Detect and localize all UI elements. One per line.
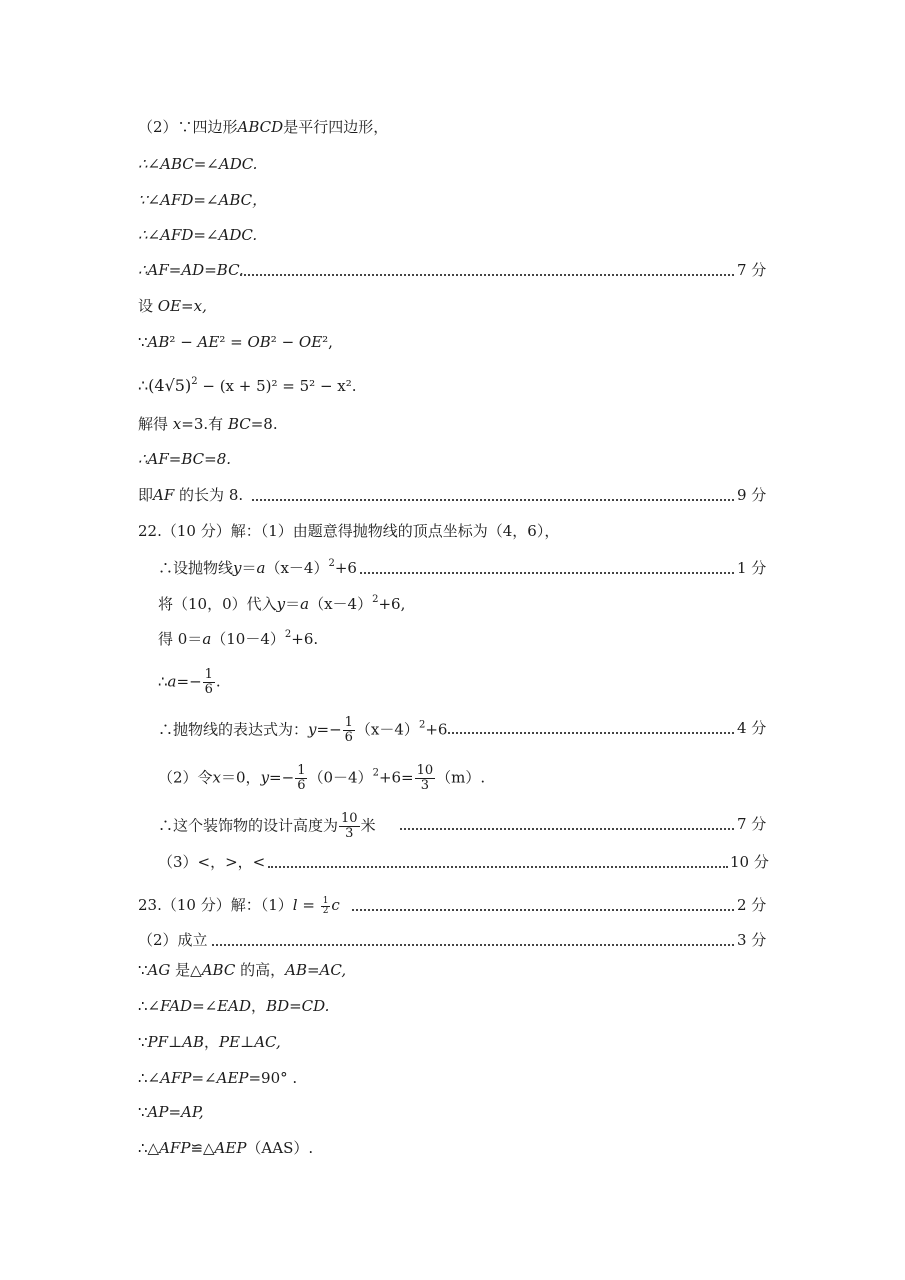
text: 的高， — [240, 961, 286, 979]
text: 2 — [284, 629, 292, 640]
text: PE — [219, 1033, 241, 1051]
text-line — [138, 188, 267, 212]
text-line — [138, 1136, 313, 1160]
fraction — [343, 716, 355, 745]
text-line — [158, 556, 357, 580]
dotted-leader — [240, 274, 734, 276]
text: AC, — [254, 1033, 281, 1051]
text: 2 — [372, 594, 379, 605]
text-line — [138, 447, 231, 471]
text: 将（10，0）代入 — [158, 595, 277, 613]
score-mark: 7 分 — [737, 261, 767, 279]
text: ∴∠ — [138, 997, 161, 1015]
formula-line — [158, 811, 376, 841]
text: AB — [147, 333, 170, 351]
text: BD=CD. — [266, 997, 330, 1015]
question-heading — [138, 519, 559, 543]
dotted-leader — [212, 944, 734, 946]
text: ∴△ — [138, 1139, 160, 1157]
text: +6 — [425, 720, 448, 739]
text: . — [215, 672, 221, 691]
text: BC — [227, 415, 251, 433]
text-line — [138, 1100, 204, 1124]
text: AE — [197, 333, 220, 351]
text: =3.有 — [181, 415, 224, 433]
text: （3）<，>，< — [158, 853, 266, 871]
text: ∴AF=BC=8. — [138, 450, 232, 468]
text: y — [308, 720, 317, 739]
text: 22.（10 分）解：（1）由题意得抛物线的顶点坐标为（4，6）， — [138, 522, 560, 540]
text: AEP — [216, 1069, 249, 1087]
text-line — [158, 592, 405, 616]
score-mark: 9 分 — [737, 486, 767, 504]
fraction-denominator: 3 — [345, 826, 354, 841]
question-heading — [138, 893, 340, 917]
fraction — [295, 764, 307, 793]
text: 得 0＝ — [158, 630, 203, 648]
score-mark: 3 分 — [737, 931, 767, 949]
score-mark: 4 分 — [737, 719, 767, 737]
text: ＝ — [241, 559, 257, 577]
text: a — [202, 630, 212, 648]
text: AP=AP, — [147, 1103, 204, 1121]
text: ∴∠AFD=∠ADC. — [138, 226, 258, 244]
text-line — [138, 1066, 297, 1090]
text: +6 — [334, 559, 357, 577]
fraction-numerator: 1 — [297, 763, 306, 778]
formula-line — [158, 715, 448, 745]
text: ⊥ — [168, 1033, 183, 1051]
text: （AAS）. — [246, 1139, 314, 1157]
text: （m）. — [436, 768, 486, 787]
text: ≌△ — [190, 1139, 215, 1157]
text: a — [300, 595, 310, 613]
text: +6. — [291, 630, 319, 648]
text: （0－4） — [308, 768, 373, 787]
text: y — [260, 768, 270, 787]
text: AB — [182, 1033, 205, 1051]
text: ∴(4√5) — [138, 376, 192, 395]
text: AB=AC, — [285, 961, 347, 979]
text: = — [297, 896, 320, 914]
fraction — [415, 764, 436, 793]
fraction-numerator: 1 — [204, 667, 213, 682]
text-line — [138, 223, 257, 247]
text: AFP — [160, 1069, 192, 1087]
text-line — [138, 483, 243, 507]
text: ABC — [201, 961, 236, 979]
text: − (x + 5)² = 5² − x². — [197, 377, 357, 395]
text: +6, — [378, 595, 406, 613]
text-line — [138, 994, 329, 1018]
text: 解得 — [138, 415, 169, 433]
text: ∵ — [138, 961, 148, 979]
text: ∴设抛物线 — [158, 559, 234, 577]
text: ABCD — [237, 118, 284, 136]
text: =8. — [250, 415, 278, 433]
text: 2 — [418, 719, 426, 731]
dotted-leader — [252, 499, 734, 501]
text: 是△ — [175, 961, 202, 979]
fraction — [203, 668, 215, 697]
text: 2 — [372, 767, 379, 779]
text: ∵∠AFD=∠ABC， — [138, 191, 268, 209]
text-line — [138, 1030, 281, 1054]
fraction-denominator: 3 — [420, 778, 430, 793]
text: EAD — [217, 997, 252, 1015]
text: 米 — [360, 816, 376, 835]
dotted-leader — [360, 572, 734, 574]
text: ⊥ — [240, 1033, 255, 1051]
dotted-leader — [400, 828, 734, 830]
score-mark: 10 分 — [730, 853, 769, 871]
text: OE — [298, 333, 323, 351]
text: 是平行四边形， — [283, 118, 389, 136]
text-line — [138, 152, 257, 176]
text: PF — [147, 1033, 169, 1051]
score-mark: 1 分 — [737, 559, 767, 577]
text-line — [138, 412, 278, 436]
fraction-denominator: 6 — [204, 682, 213, 697]
text: ∴抛物线的表达式为： — [158, 720, 309, 739]
formula-line — [158, 763, 486, 793]
text: ∵ — [138, 1103, 148, 1121]
formula-line — [138, 330, 333, 354]
text: ² − — [169, 333, 198, 351]
text: ∴这个装饰物的设计高度为 — [158, 816, 339, 835]
fraction-numerator: 10 — [341, 811, 358, 826]
text-line — [138, 115, 388, 139]
text: （10－4） — [211, 630, 285, 648]
text: （2）令 — [158, 768, 213, 787]
formula-line — [158, 667, 221, 697]
score-mark: 2 分 — [737, 896, 767, 914]
fraction-numerator: 1 — [344, 715, 353, 730]
text-line — [138, 958, 346, 982]
text: 2 — [191, 376, 198, 387]
text: ＝0， — [221, 768, 261, 787]
fraction-numerator: 10 — [416, 763, 434, 778]
fraction-denominator: 6 — [297, 778, 306, 793]
text: =∠ — [192, 997, 218, 1015]
text: c — [331, 896, 340, 914]
text: =− — [316, 720, 342, 739]
fraction — [339, 812, 360, 841]
score-mark: 7 分 — [737, 815, 767, 833]
fraction-denominator: 2 — [322, 905, 329, 916]
text: a — [167, 672, 177, 691]
text: ∴∠ABC=∠ADC. — [138, 155, 258, 173]
text: AFP — [159, 1139, 191, 1157]
text: OE=x, — [157, 297, 207, 315]
text: ², — [322, 333, 333, 351]
text: =− — [269, 768, 295, 787]
text: x — [172, 415, 182, 433]
text: OB — [247, 333, 271, 351]
text: 设 — [138, 297, 154, 315]
text: 即 — [138, 486, 154, 504]
text-line — [138, 294, 207, 318]
text: 的长为 8. — [179, 486, 244, 504]
dotted-leader — [268, 866, 728, 868]
text: ， — [204, 1033, 220, 1051]
dotted-leader — [448, 732, 734, 734]
text-line — [158, 850, 265, 874]
text: ＝ — [285, 595, 301, 613]
text: a — [256, 559, 266, 577]
text: x — [212, 768, 222, 787]
text: （x－4） — [355, 720, 419, 739]
text: AEP — [214, 1139, 247, 1157]
text: y — [233, 559, 242, 577]
text: l — [292, 896, 298, 914]
text: =90° . — [248, 1069, 298, 1087]
text: =− — [176, 672, 202, 691]
text: +6= — [378, 768, 414, 787]
text: ∵ — [138, 1033, 148, 1051]
text-line — [138, 928, 208, 952]
text: ， — [251, 997, 267, 1015]
text: （2）∵四边形 — [138, 118, 238, 136]
text: =∠ — [191, 1069, 217, 1087]
formula-line — [138, 374, 357, 398]
text: AF — [153, 486, 175, 504]
text: ∴ — [158, 672, 168, 691]
text: 2 — [328, 558, 335, 569]
text: 23.（10 分）解：（1） — [138, 896, 293, 914]
text-line — [158, 627, 318, 651]
text: y — [276, 595, 286, 613]
fraction-denominator: 6 — [344, 730, 353, 745]
text: ² − — [270, 333, 299, 351]
text: FAD — [160, 997, 193, 1015]
text: （x－4） — [309, 595, 373, 613]
text: ∵ — [138, 333, 148, 351]
dotted-leader — [352, 909, 734, 911]
text: ² = — [219, 333, 248, 351]
text: AG — [147, 961, 171, 979]
text: ∴AF=AD=BC. — [138, 261, 244, 279]
fraction-numerator: 1 — [322, 895, 329, 906]
text-line — [138, 258, 244, 282]
text: （x－4） — [265, 559, 329, 577]
text: （2）成立 — [138, 931, 208, 949]
fraction — [321, 897, 331, 916]
text: ∴∠ — [138, 1069, 161, 1087]
